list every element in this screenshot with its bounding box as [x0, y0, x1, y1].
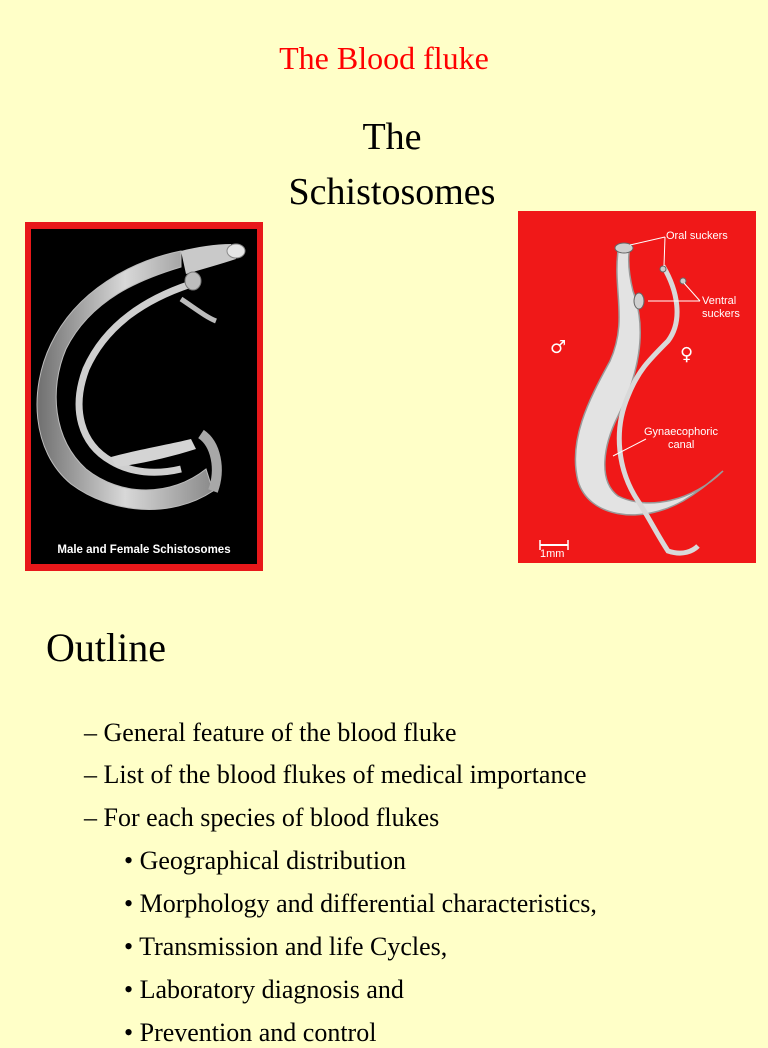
slide-subtitle: The Blood fluke — [279, 40, 489, 76]
gynaecophoric-label-line2: canal — [668, 439, 695, 451]
sem-photo — [31, 229, 257, 564]
scale-label: 1mm — [540, 548, 565, 560]
outline-item: – For each species of blood flukes — [84, 803, 440, 832]
oral-suckers-label: Oral suckers — [666, 230, 728, 242]
sem-photo-frame — [25, 222, 263, 571]
gynaecophoric-label-line1: Gynaecophoric — [644, 426, 718, 438]
slide-title — [0, 110, 768, 220]
ventral-suckers-label-line1: Ventral — [702, 295, 737, 307]
title-line-1: The — [362, 116, 422, 158]
schistosome-diagram — [518, 211, 756, 563]
title-line-2: Schistosomes — [288, 171, 496, 213]
outline-subitem: • Morphology and differential characteristics, — [124, 889, 597, 918]
male-symbol-icon: ♂ — [550, 337, 567, 358]
schistosome-drawing — [518, 211, 756, 563]
schistosome-sem-image — [31, 229, 257, 564]
outline-subitem: • Laboratory diagnosis and — [124, 975, 404, 1004]
outline-item: – List of the blood flukes of medical importance — [84, 760, 587, 789]
outline-subitem: • Transmission and life Cycles, — [124, 932, 448, 961]
ventral-suckers-label-line2: suckers — [702, 308, 740, 320]
outline-item: – General feature of the blood fluke — [84, 718, 457, 747]
sem-caption: Male and Female Schistosomes — [57, 544, 231, 556]
outline-heading: Outline — [46, 625, 166, 670]
female-symbol-icon: ♀ — [680, 344, 694, 365]
outline-subitem: • Geographical distribution — [124, 846, 407, 875]
outline-subitem: • Prevention and control — [124, 1018, 377, 1047]
